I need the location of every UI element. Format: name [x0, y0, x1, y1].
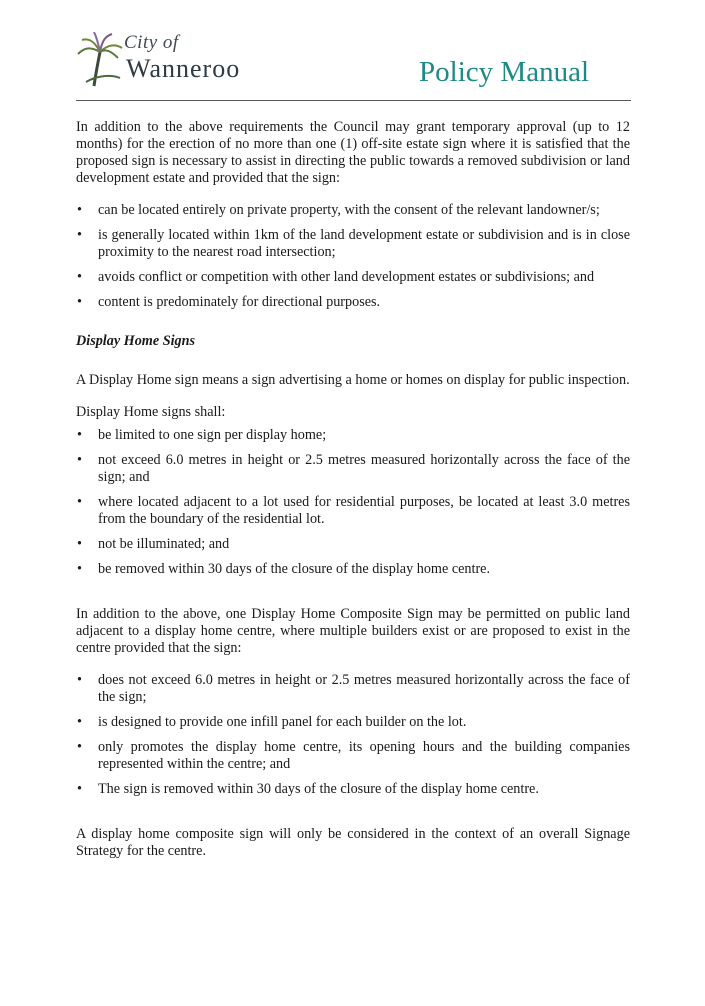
list-item: • is designed to provide one infill panel for each builder on the lot.	[77, 714, 467, 730]
list-item: • only promotes the display home centre, its opening hours and the building companies represented within the centre; and	[77, 739, 630, 772]
list-item: • be limited to one sign per display home;	[77, 427, 327, 443]
composite-closing: A display home composite sign will only be considered in the context of an overall Signage Strategy for the centre.	[76, 826, 630, 859]
display-home-definition: A Display Home sign means a sign advertising a home or homes on display for public inspection.	[76, 372, 630, 388]
list-item: • is generally located within 1km of the land development estate or subdivision and is in close proximity to the nearest road intersection;	[77, 227, 630, 260]
list-item: • be removed within 30 days of the closure of the display home centre.	[77, 561, 491, 577]
grass-tree-icon	[76, 32, 124, 88]
display-home-shall-label: Display Home signs shall:	[76, 404, 226, 420]
list-item: • can be located entirely on private property, with the consent of the relevant landowner/s;	[77, 202, 600, 218]
intro-paragraph: In addition to the above requirements the Council may grant temporary approval (up to 12 months) for the erection of no more than one (1) off-site estate sign where it is satisfied that the proposed sign is necessary to assist in directing the public towards a removed subdivision or land development estate and provided that the sign:	[76, 119, 630, 186]
list-item: • not be illuminated; and	[77, 536, 230, 552]
logo-name-text: Wanneroo	[126, 54, 241, 83]
composite-conditions-list	[76, 672, 630, 798]
document-title: Policy Manual	[419, 56, 589, 88]
section-heading: Display Home Signs	[76, 333, 196, 349]
document-body	[76, 119, 630, 860]
list-item: • avoids conflict or competition with other land development estates or subdivisions; and	[77, 269, 595, 285]
page-header	[76, 30, 631, 102]
header-divider	[76, 100, 631, 101]
composite-intro: In addition to the above, one Display Home Composite Sign may be permitted on public land adjacent to a display home centre, where multiple builders exist or are proposed to exist in the centre provided that the sign:	[76, 606, 630, 656]
logo-city-text: City of	[124, 32, 179, 53]
list-item: • where located adjacent to a lot used for residential purposes, be located at least 3.0 metres from the boundary of the residential lot.	[77, 494, 630, 527]
estate-conditions-list	[76, 202, 630, 311]
list-item: • not exceed 6.0 metres in height or 2.5 metres measured horizontally across the face of the sign; and	[77, 452, 630, 485]
list-item: • The sign is removed within 30 days of the closure of the display home centre.	[77, 781, 539, 797]
list-item: • content is predominately for directional purposes.	[77, 294, 381, 310]
display-home-requirements-list	[76, 427, 630, 578]
list-item: • does not exceed 6.0 metres in height or 2.5 metres measured horizontally across the face of the sign;	[77, 672, 630, 705]
city-logo	[76, 30, 276, 90]
